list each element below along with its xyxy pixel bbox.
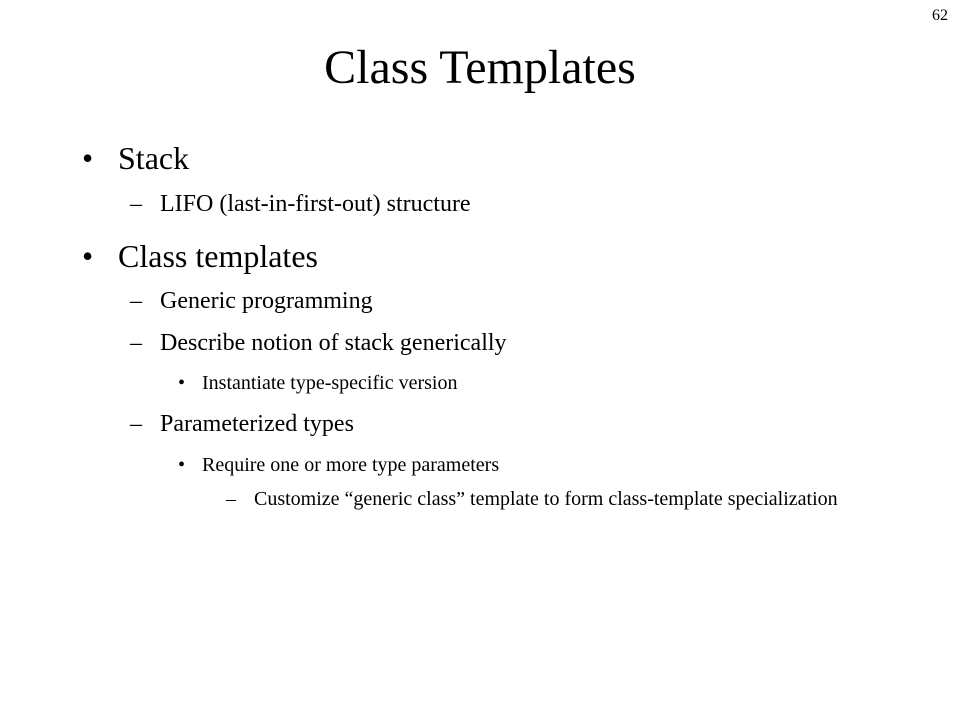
- subbullet-text: Describe notion of stack generically: [160, 330, 507, 356]
- bullet-marker: •: [178, 454, 186, 476]
- level4-text: Customize “generic class” template to form class-template specialization: [254, 488, 838, 510]
- bullet-marker: •: [82, 140, 94, 176]
- bullet-list: [0, 132, 960, 692]
- subbullet-text: Parameterized types: [160, 411, 354, 437]
- bullet-text: Class templates: [118, 238, 318, 274]
- subbullet-text: Generic programming: [160, 288, 373, 314]
- subsubbullet-text: Require one or more type parameters: [202, 454, 500, 476]
- slide-title: Class Templates: [324, 41, 636, 94]
- dash-marker: –: [130, 288, 142, 314]
- dash-marker: –: [130, 191, 142, 217]
- dash-marker: –: [130, 411, 142, 437]
- bullet-text: Stack: [118, 140, 190, 176]
- subbullet-text: LIFO (last-in-first-out) structure: [160, 191, 471, 217]
- dash-marker: –: [130, 330, 142, 356]
- bullet-marker: •: [178, 372, 186, 394]
- bullet-marker: •: [82, 238, 94, 274]
- dash-marker: –: [226, 488, 236, 510]
- subsubbullet-text: Instantiate type-specific version: [202, 372, 458, 394]
- slide-number: 62: [932, 7, 948, 24]
